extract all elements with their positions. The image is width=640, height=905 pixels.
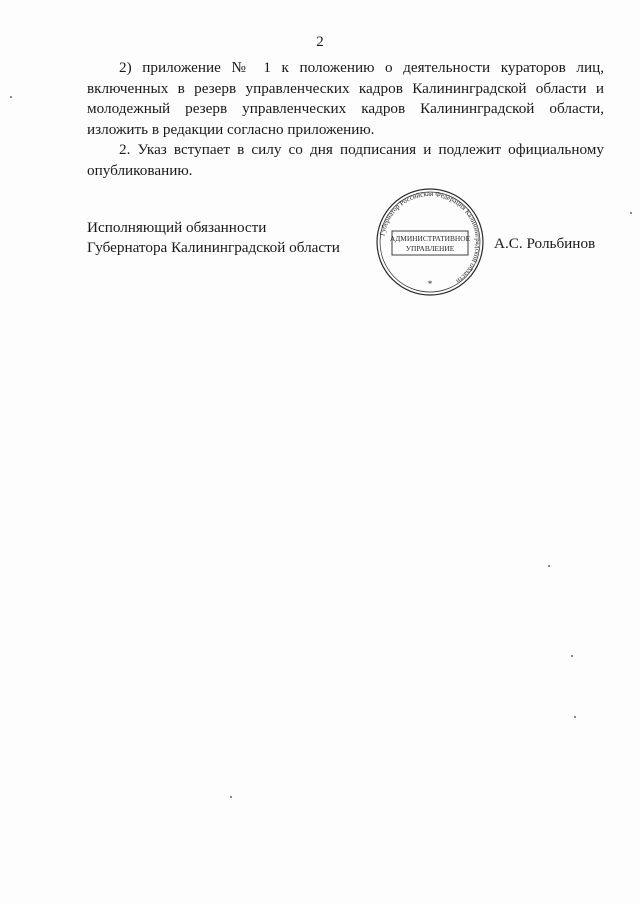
- stamp-center-line-1: АДМИНИСТРАТИВНОЕ: [389, 234, 471, 243]
- signatory-position-line-1: Исполняющий обязанности: [87, 219, 267, 236]
- stamp-outer-text: Губернатор Российская Федерация Калининградской области: [378, 189, 483, 286]
- page-number: 2: [316, 34, 324, 50]
- stamp-center-line-2: УПРАВЛЕНИЕ: [405, 244, 455, 253]
- signatory-name: А.С. Рольбинов: [494, 235, 596, 252]
- paragraph-1: 2) приложение № 1 к положению о деятельности кураторов лиц, включенных в резерв управленческих кадров Калининградской области и молодежный резерв управленческих кадров Калининградской области, изложить в редакции согласно приложению.: [87, 59, 604, 138]
- scan-speck: [230, 796, 232, 798]
- scan-speck: [630, 212, 632, 214]
- signatory-position: [87, 218, 340, 258]
- scan-speck: [548, 565, 550, 567]
- scan-speck: [571, 655, 573, 657]
- paragraph-2: 2. Указ вступает в силу со дня подписания и подлежит официальному опубликованию.: [87, 141, 604, 179]
- document-body: [87, 58, 604, 181]
- official-stamp: [370, 187, 490, 297]
- stamp-star: *: [427, 279, 433, 289]
- scan-speck: [574, 716, 576, 718]
- signatory-position-line-2: Губернатора Калининградской области: [87, 239, 340, 256]
- scan-speck: [10, 96, 12, 98]
